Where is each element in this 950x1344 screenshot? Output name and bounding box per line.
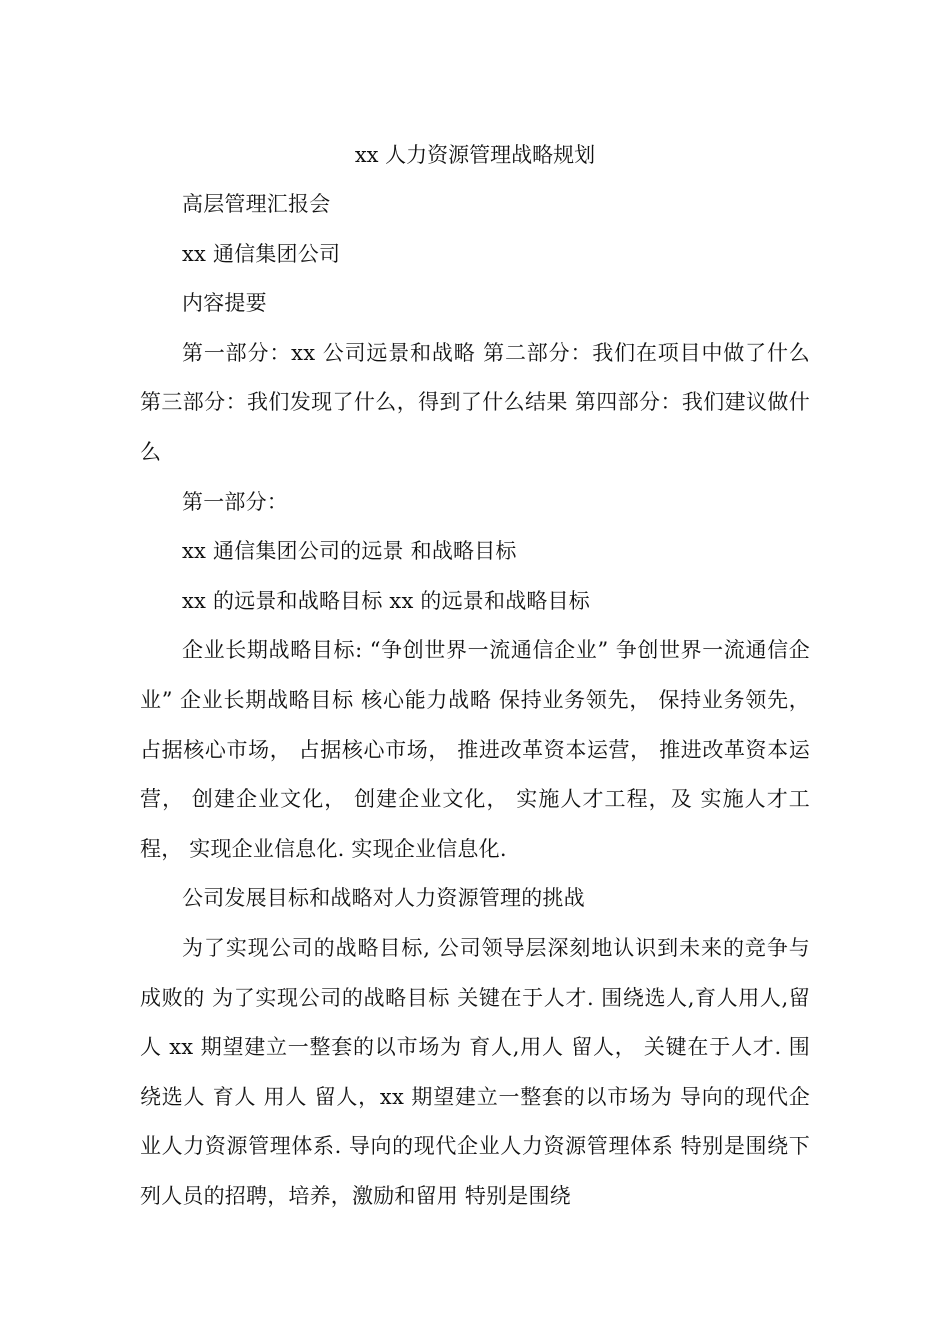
paragraph-part-one-heading: 第一部分： (182, 489, 288, 514)
paragraph-company-name: xx 通信集团公司 (182, 241, 341, 266)
paragraph-contents-heading: 内容提要 (182, 291, 267, 316)
document-title: xx 人力资源管理战略规划 (354, 143, 596, 167)
document-body (140, 180, 810, 1221)
paragraph-hr-challenge-body: 为了实现公司的战略目标, 公司领导层深刻地认识到未来的竞争与成败的 为了实现公司的战略目标 关键在于人才. 围绕选人,育人用人,留人 xx 期望建立一整套的以市场为 育人,用人 留人， 关键在于人才. 围绕选人 育人 用人 留人，xx 期望建立一整套的以市场为 导向的现代企业人力资源管理体系. 导向的现代企业人力资源管理体系 特别是围绕下列人员的招聘，培养，激励和留用 特别是围绕 (140, 935, 810, 1208)
paragraph-contents-list: 第一部分：xx 公司远景和战略 第二部分：我们在项目中做了什么 第三部分：我们发现了什么，得到了什么结果 第四部分：我们建议做什么 (140, 340, 810, 464)
paragraph-long-term-goals: 企业长期战略目标: “争创世界一流通信企业” 争创世界一流通信企业” 企业长期战略目标 核心能力战略 保持业务领先， 保持业务领先， 占据核心市场， 占据核心市场， 推进改革资本运营， 推进改革资本运营， 创建企业文化， 创建企业文化， 实施人才工程，及 实施人才工程， 实现企业信息化. 实现企业信息化. (140, 638, 810, 861)
paragraph-hr-challenge-heading: 公司发展目标和战略对人力资源管理的挑战 (182, 886, 585, 911)
paragraph-report-meeting: 高层管理汇报会 (182, 192, 331, 216)
paragraph-vision-subheading: xx 的远景和战略目标 xx 的远景和战略目标 (182, 588, 590, 613)
paragraph-vision-heading: xx 通信集团公司的远景 和战略目标 (182, 539, 517, 564)
